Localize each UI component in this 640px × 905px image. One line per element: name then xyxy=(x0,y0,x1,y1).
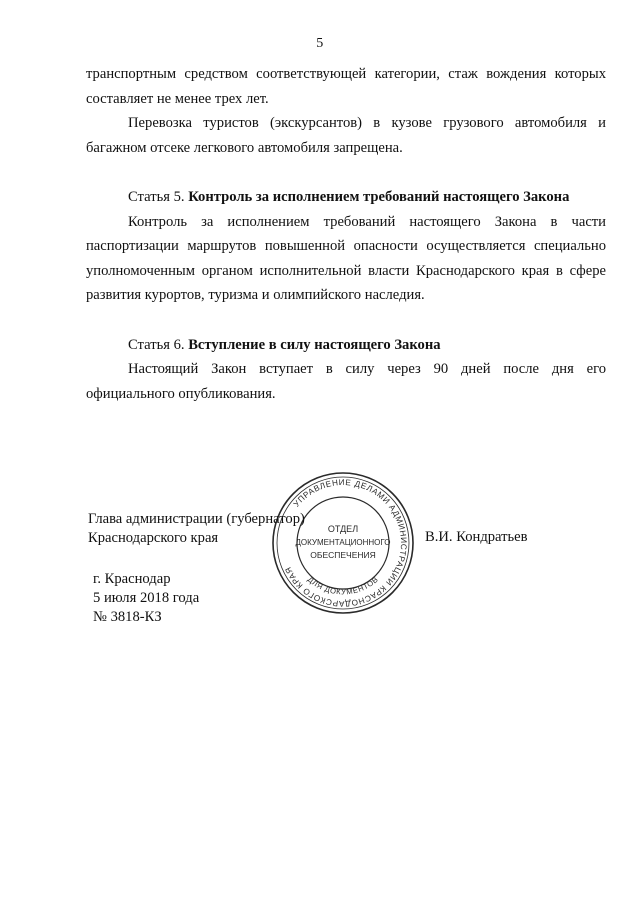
signatory-position-line-2: Краснодарского края xyxy=(88,530,219,546)
article-6-label: Статья 6. xyxy=(128,336,185,353)
article-5-label: Статья 5. xyxy=(128,189,185,205)
article-6-title: Вступление в силу настоящего Закона xyxy=(188,336,441,353)
paragraph-line: транспортным средством соответствующей категории, стаж вождения которых xyxy=(86,66,606,82)
article-5-title: Контроль за исполнением требований настоящего Закона xyxy=(188,189,570,205)
spacer xyxy=(86,308,606,333)
paragraph-transport-ban: Перевозка туристов (экскурсантов) в кузове грузового автомобиля и багажном отсеке легкового автомобиля запрещена. xyxy=(86,115,606,156)
article-5-text: Контроль за исполнением требований настоящего Закона в части паспортизации маршрутов повышенной опасности осуществляется специально уполномоченным органом исполнительной власти Краснодарского края в сфере развития курортов, туризма и олимпийского наследия. xyxy=(86,213,606,303)
stamp-center-line-3: ОБЕСПЕЧЕНИЯ xyxy=(310,550,376,560)
paragraph-continued-end xyxy=(86,87,606,112)
law-date: 5 июля 2018 года xyxy=(93,590,200,606)
stamp-center-line-1: ОТДЕЛ xyxy=(327,524,359,534)
place-and-date xyxy=(93,570,199,627)
signatory-position xyxy=(88,510,305,548)
article-6-heading xyxy=(86,333,606,358)
document-body xyxy=(86,62,606,406)
article-5-heading xyxy=(86,185,606,210)
signatory-name: В.И. Кондратьев xyxy=(425,529,528,545)
place-city: г. Краснодар xyxy=(93,571,171,587)
law-number: № 3818-КЗ xyxy=(93,609,162,625)
signatory-position-line-1: Глава администрации (губернатор) xyxy=(88,511,305,527)
paragraph-continued xyxy=(86,62,606,87)
stamp-outer-text: УПРАВЛЕНИЕ ДЕЛАМИ АДМИНИСТРАЦИИ КРАСНОДАРСКОГО КРАЯ xyxy=(283,477,409,609)
stamp-center-line-2: ДОКУМЕНТАЦИОННОГО xyxy=(295,538,391,547)
article-6-text: Настоящий Закон вступает в силу через 90 дней после дня его официального опубликования. xyxy=(86,361,606,402)
spacer xyxy=(86,160,606,185)
stamp-bottom-text: ДЛЯ ДОКУМЕНТОВ xyxy=(305,574,381,597)
page-number: 5 xyxy=(316,36,324,51)
paragraph-line: составляет не менее трех лет. xyxy=(86,90,269,107)
